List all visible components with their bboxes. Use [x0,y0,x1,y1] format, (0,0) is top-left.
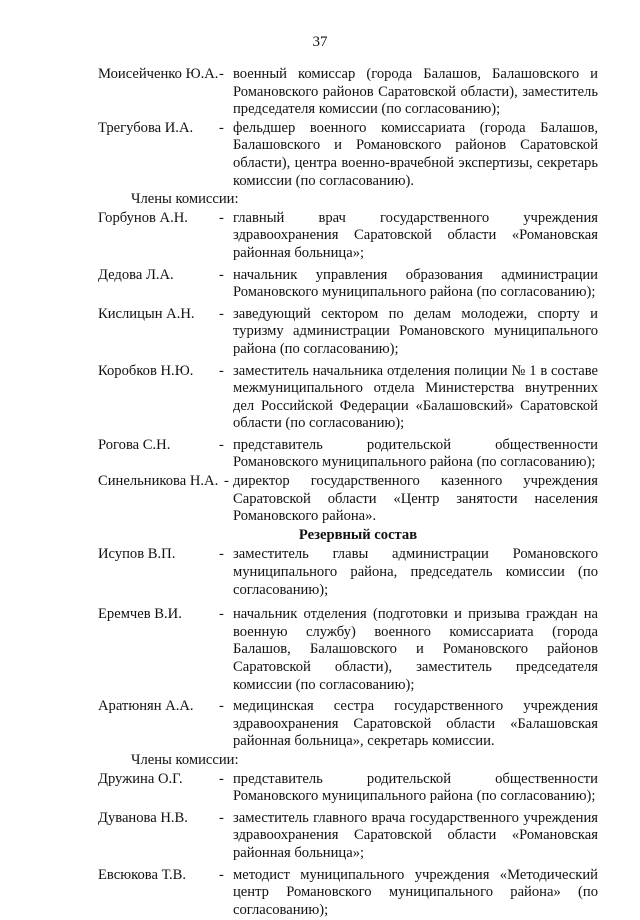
dash: - [219,119,224,136]
person-name: Дедова Л.А. [98,266,174,283]
person-name: Евсюкова Т.В. [98,866,187,883]
person-role: заместитель главы администрации Романовского муниципального района, председатель комиссии (по согласованию); [233,546,598,598]
person-role: методист муниципального учреждения «Методический центр Романовского муниципального района» (по согласованию); [233,866,598,918]
person-name: Дуванова Н.В. [98,809,188,826]
document-content [98,66,598,920]
person-name: Моисейченко Ю.А. [98,66,219,82]
list-item [98,210,598,263]
list-item [98,473,598,526]
dash: - [219,698,224,715]
list-item [98,698,598,751]
dash: - [219,362,224,379]
dash: - [219,436,224,453]
dash: - [219,770,224,787]
dash: - [219,305,224,322]
person-name: Еремчев В.И. [98,606,182,623]
person-name: Дружина О.Г. [98,770,183,787]
dash: - [219,266,224,283]
list-item [98,306,598,359]
list-item [98,546,598,599]
person-name: Коробков Н.Ю. [98,362,194,379]
members-label: Члены комиссии: [131,191,239,208]
person-name: Кислицын А.Н. [98,305,195,322]
person-role: заведующий сектором по делам молодежи, спорту и туризму администрации Романовского муниципального района (по согласованию); [233,305,598,357]
dash: - [219,66,224,82]
list-item [98,771,598,806]
dash: - [219,866,224,883]
person-role: начальник отделения (подготовки и призыва граждан на военную службу) военного комиссариата (города Балашов, Балашовского и Романовского районов Саратовской области), заместитель председателя комиссии (по согласованию); [233,606,598,693]
person-role: заместитель начальника отделения полиции № 1 в составе межмуниципального отдела Министерства внутренних дел Российской Федерации «Балашовский» Саратовской области (по согласованию); [233,362,598,432]
dash: - [219,209,224,226]
list-item [98,267,598,302]
person-role: военный комиссар (города Балашов, Балашовского и Романовского районов Саратовской области), заместитель председателя комиссии (по согласованию); [233,66,598,118]
list-item [98,867,598,920]
person-role: заместитель главного врача государственного учреждения здравоохранения Саратовской области «Романовская районная больница»; [233,809,598,861]
dash: - [224,473,229,490]
person-name: Горбунов А.Н. [98,209,188,226]
person-role: фельдшер военного комиссариата (города Балашов, Балашовского и Романовского районов Саратовской области), центра военно-врачебной экспертизы, секретарь комиссии (по согласованию). [233,119,598,189]
list-item [98,120,598,190]
dash: - [219,546,224,563]
person-role: медицинская сестра государственного учреждения здравоохранения Саратовской области «Балашовская районная больница», секретарь комиссии. [233,698,598,750]
person-name: Аратюнян А.А. [98,698,194,715]
person-role: главный врач государственного учреждения здравоохранения Саратовской области «Романовская районная больница»; [233,209,598,261]
person-role: представитель родительской общественности Романовского муниципального района (по согласованию); [233,770,598,805]
list-item [98,66,598,119]
list-item [98,810,598,863]
person-role: начальник управления образования администрации Романовского муниципального района (по согласованию); [233,266,598,301]
person-name: Трегубова И.А. [98,119,194,136]
dash: - [219,809,224,826]
person-name: Исупов В.П. [98,546,176,563]
person-role: представитель родительской общественности Романовского муниципального района (по согласованию); [233,436,598,471]
reserve-section-title: Резервный состав [298,526,418,543]
members-label: Члены комиссии: [131,751,239,768]
person-role: директор государственного казенного учреждения Саратовской области «Центр занятости населения Романовского района». [233,473,598,525]
list-item [98,437,598,472]
list-item [98,363,598,433]
list-item [98,606,598,694]
person-name: Синельникова Н.А. [98,473,219,490]
dash: - [219,606,224,623]
person-name: Рогова С.Н. [98,436,171,453]
page-number: 37 [312,34,328,50]
